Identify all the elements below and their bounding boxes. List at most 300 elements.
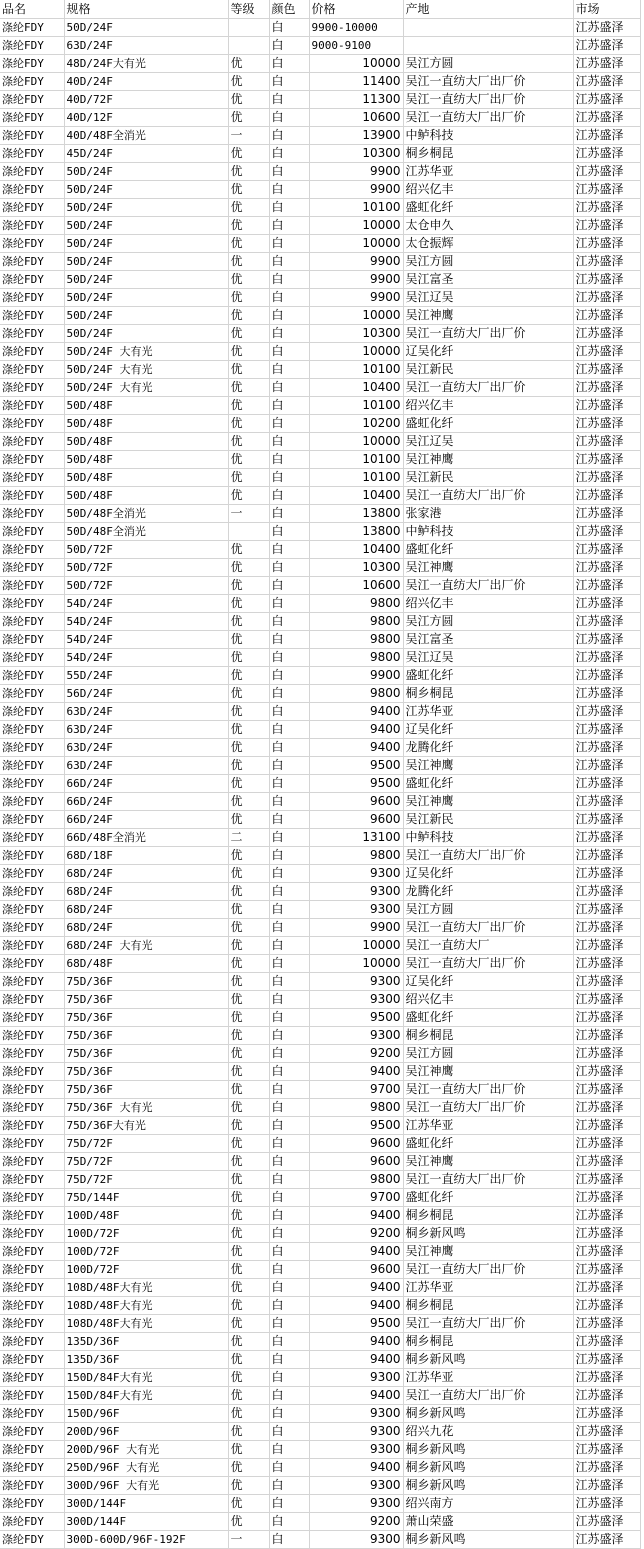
table-body (0, 19, 640, 1549)
cell-price: 9900 (309, 253, 403, 271)
cell-spec: 135D/36F (64, 1333, 228, 1351)
cell-grade (228, 523, 269, 541)
cell-price: 9800 (309, 613, 403, 631)
table-row (0, 685, 640, 703)
cell-origin: 吴江一直纺大厂出厂价 (403, 577, 573, 595)
table-row (0, 1117, 640, 1135)
cell-color: 白 (269, 829, 309, 847)
cell-product: 涤纶FDY (0, 991, 64, 1009)
cell-price: 13800 (309, 523, 403, 541)
cell-color: 白 (269, 919, 309, 937)
cell-market: 江苏盛泽 (573, 811, 640, 829)
table-row (0, 1243, 640, 1261)
cell-product: 涤纶FDY (0, 379, 64, 397)
cell-market: 江苏盛泽 (573, 595, 640, 613)
cell-grade: 优 (228, 559, 269, 577)
cell-market: 江苏盛泽 (573, 415, 640, 433)
table-row (0, 1315, 640, 1333)
cell-spec: 50D/24F (64, 235, 228, 253)
cell-price: 9600 (309, 793, 403, 811)
table-row (0, 595, 640, 613)
cell-spec: 50D/24F (64, 307, 228, 325)
cell-market: 江苏盛泽 (573, 649, 640, 667)
cell-product: 涤纶FDY (0, 1117, 64, 1135)
cell-grade: 优 (228, 577, 269, 595)
cell-origin: 吴江一直纺大厂出厂价 (403, 1081, 573, 1099)
cell-price: 9900 (309, 919, 403, 937)
cell-product: 涤纶FDY (0, 145, 64, 163)
cell-product: 涤纶FDY (0, 829, 64, 847)
cell-spec: 66D/24F (64, 775, 228, 793)
cell-grade: 优 (228, 1117, 269, 1135)
cell-price: 9400 (309, 703, 403, 721)
cell-color: 白 (269, 595, 309, 613)
cell-origin: 吴江一直纺大厂出厂价 (403, 1315, 573, 1333)
cell-spec: 40D/12F (64, 109, 228, 127)
cell-origin: 桐乡新风鸣 (403, 1405, 573, 1423)
table-row (0, 631, 640, 649)
cell-price: 9200 (309, 1045, 403, 1063)
cell-color: 白 (269, 1351, 309, 1369)
table-row (0, 1333, 640, 1351)
cell-market: 江苏盛泽 (573, 703, 640, 721)
cell-grade: 优 (228, 1135, 269, 1153)
cell-grade: 优 (228, 1315, 269, 1333)
cell-origin: 吴江神鹰 (403, 307, 573, 325)
cell-product: 涤纶FDY (0, 1297, 64, 1315)
table-row (0, 1495, 640, 1513)
table-row (0, 667, 640, 685)
cell-origin: 吴江方圆 (403, 901, 573, 919)
cell-price: 10400 (309, 379, 403, 397)
cell-grade: 优 (228, 1207, 269, 1225)
cell-market: 江苏盛泽 (573, 163, 640, 181)
cell-grade: 优 (228, 1009, 269, 1027)
cell-color: 白 (269, 775, 309, 793)
cell-grade: 优 (228, 1495, 269, 1513)
cell-spec: 66D/24F (64, 793, 228, 811)
cell-spec: 100D/48F (64, 1207, 228, 1225)
cell-market: 江苏盛泽 (573, 1513, 640, 1531)
table-row (0, 1009, 640, 1027)
table-row (0, 1081, 640, 1099)
table-row (0, 847, 640, 865)
table-row (0, 73, 640, 91)
cell-color: 白 (269, 379, 309, 397)
table-row (0, 487, 640, 505)
cell-spec: 66D/24F (64, 811, 228, 829)
cell-spec: 50D/48F (64, 487, 228, 505)
cell-origin: 吴江一直纺大厂出厂价 (403, 325, 573, 343)
cell-market: 江苏盛泽 (573, 199, 640, 217)
cell-price: 9400 (309, 1459, 403, 1477)
cell-product: 涤纶FDY (0, 1441, 64, 1459)
cell-price: 9300 (309, 1495, 403, 1513)
cell-market: 江苏盛泽 (573, 1027, 640, 1045)
cell-color: 白 (269, 235, 309, 253)
cell-grade: 优 (228, 937, 269, 955)
cell-market: 江苏盛泽 (573, 181, 640, 199)
cell-product: 涤纶FDY (0, 1513, 64, 1531)
cell-market: 江苏盛泽 (573, 1045, 640, 1063)
cell-spec: 50D/48F全消光 (64, 523, 228, 541)
cell-color: 白 (269, 1333, 309, 1351)
cell-market: 江苏盛泽 (573, 325, 640, 343)
cell-origin: 张家港 (403, 505, 573, 523)
cell-spec: 68D/48F (64, 955, 228, 973)
table-row (0, 955, 640, 973)
cell-market: 江苏盛泽 (573, 1477, 640, 1495)
cell-product: 涤纶FDY (0, 217, 64, 235)
cell-market: 江苏盛泽 (573, 1351, 640, 1369)
cell-grade: 优 (228, 1513, 269, 1531)
cell-grade: 优 (228, 1153, 269, 1171)
cell-market: 江苏盛泽 (573, 883, 640, 901)
cell-spec: 75D/36F 大有光 (64, 1099, 228, 1117)
cell-origin: 桐乡新风鸣 (403, 1477, 573, 1495)
cell-market: 江苏盛泽 (573, 739, 640, 757)
cell-spec: 108D/48F大有光 (64, 1297, 228, 1315)
cell-market: 江苏盛泽 (573, 1279, 640, 1297)
cell-grade: 优 (228, 649, 269, 667)
cell-price: 10600 (309, 577, 403, 595)
cell-color: 白 (269, 577, 309, 595)
cell-color: 白 (269, 1369, 309, 1387)
table-row (0, 1351, 640, 1369)
cell-product: 涤纶FDY (0, 235, 64, 253)
cell-grade: 一 (228, 1531, 269, 1549)
table-row (0, 541, 640, 559)
cell-spec: 250D/96F 大有光 (64, 1459, 228, 1477)
cell-spec: 50D/48F (64, 415, 228, 433)
table-row (0, 55, 640, 73)
cell-price: 9300 (309, 973, 403, 991)
cell-spec: 75D/36F (64, 1063, 228, 1081)
cell-market: 江苏盛泽 (573, 1423, 640, 1441)
cell-origin: 吴江一直纺大厂出厂价 (403, 487, 573, 505)
cell-price: 9300 (309, 901, 403, 919)
cell-market: 江苏盛泽 (573, 289, 640, 307)
cell-grade: 优 (228, 451, 269, 469)
cell-grade: 优 (228, 1099, 269, 1117)
cell-price: 9300 (309, 1027, 403, 1045)
cell-spec: 50D/24F (64, 253, 228, 271)
cell-color: 白 (269, 847, 309, 865)
cell-market: 江苏盛泽 (573, 973, 640, 991)
cell-product: 涤纶FDY (0, 469, 64, 487)
cell-market: 江苏盛泽 (573, 523, 640, 541)
cell-product: 涤纶FDY (0, 397, 64, 415)
cell-spec: 108D/48F大有光 (64, 1279, 228, 1297)
cell-origin: 江苏华亚 (403, 1369, 573, 1387)
cell-color: 白 (269, 253, 309, 271)
table-row (0, 1207, 640, 1225)
cell-price: 10000 (309, 343, 403, 361)
cell-spec: 50D/72F (64, 559, 228, 577)
cell-market: 江苏盛泽 (573, 541, 640, 559)
cell-color: 白 (269, 397, 309, 415)
header-market: 市场 (573, 0, 640, 19)
cell-spec: 150D/84F大有光 (64, 1387, 228, 1405)
cell-color: 白 (269, 1135, 309, 1153)
cell-product: 涤纶FDY (0, 811, 64, 829)
cell-spec: 75D/36F大有光 (64, 1117, 228, 1135)
cell-price: 9900 (309, 289, 403, 307)
cell-grade: 优 (228, 397, 269, 415)
cell-origin: 桐乡新风鸣 (403, 1459, 573, 1477)
cell-product: 涤纶FDY (0, 1189, 64, 1207)
cell-market: 江苏盛泽 (573, 397, 640, 415)
table-row (0, 1477, 640, 1495)
cell-market: 江苏盛泽 (573, 1333, 640, 1351)
cell-spec: 63D/24F (64, 703, 228, 721)
cell-market: 江苏盛泽 (573, 145, 640, 163)
cell-origin: 吴江方圆 (403, 1045, 573, 1063)
cell-color: 白 (269, 1315, 309, 1333)
cell-price: 9700 (309, 1189, 403, 1207)
cell-color: 白 (269, 1279, 309, 1297)
table-row (0, 1189, 640, 1207)
cell-color: 白 (269, 721, 309, 739)
cell-product: 涤纶FDY (0, 1225, 64, 1243)
cell-origin: 桐乡桐昆 (403, 685, 573, 703)
cell-color: 白 (269, 739, 309, 757)
cell-spec: 50D/24F 大有光 (64, 379, 228, 397)
cell-color: 白 (269, 1423, 309, 1441)
table-row (0, 433, 640, 451)
cell-spec: 300D/144F (64, 1513, 228, 1531)
cell-price: 9400 (309, 721, 403, 739)
cell-grade: 优 (228, 793, 269, 811)
table-row (0, 289, 640, 307)
cell-product: 涤纶FDY (0, 919, 64, 937)
cell-market: 江苏盛泽 (573, 757, 640, 775)
cell-grade: 优 (228, 289, 269, 307)
cell-origin: 吴江富圣 (403, 631, 573, 649)
cell-color: 白 (269, 1405, 309, 1423)
cell-market: 江苏盛泽 (573, 1189, 640, 1207)
cell-spec: 48D/24F大有光 (64, 55, 228, 73)
cell-color: 白 (269, 1531, 309, 1549)
cell-color: 白 (269, 1261, 309, 1279)
cell-color: 白 (269, 793, 309, 811)
cell-origin: 江苏华亚 (403, 1117, 573, 1135)
cell-color: 白 (269, 883, 309, 901)
cell-price: 10400 (309, 541, 403, 559)
cell-origin: 吴江一直纺大厂出厂价 (403, 379, 573, 397)
cell-origin: 吴江一直纺大厂出厂价 (403, 73, 573, 91)
cell-color: 白 (269, 757, 309, 775)
table-row (0, 181, 640, 199)
cell-price: 9500 (309, 757, 403, 775)
cell-origin: 吴江一直纺大厂出厂价 (403, 91, 573, 109)
cell-color: 白 (269, 1225, 309, 1243)
cell-product: 涤纶FDY (0, 271, 64, 289)
cell-origin: 盛虹化纤 (403, 1135, 573, 1153)
cell-grade: 优 (228, 163, 269, 181)
cell-color: 白 (269, 307, 309, 325)
table-row (0, 109, 640, 127)
cell-spec: 100D/72F (64, 1225, 228, 1243)
cell-market: 江苏盛泽 (573, 217, 640, 235)
cell-color: 白 (269, 1513, 309, 1531)
cell-price: 9500 (309, 1315, 403, 1333)
cell-spec: 63D/24F (64, 739, 228, 757)
cell-product: 涤纶FDY (0, 1045, 64, 1063)
table-row (0, 973, 640, 991)
table-row (0, 1423, 640, 1441)
cell-price: 10400 (309, 487, 403, 505)
cell-market: 江苏盛泽 (573, 1315, 640, 1333)
cell-grade: 优 (228, 595, 269, 613)
header-product: 品名 (0, 0, 64, 19)
cell-market: 江苏盛泽 (573, 91, 640, 109)
cell-grade: 优 (228, 1225, 269, 1243)
cell-color: 白 (269, 631, 309, 649)
cell-price: 9800 (309, 631, 403, 649)
cell-market: 江苏盛泽 (573, 991, 640, 1009)
cell-market: 江苏盛泽 (573, 793, 640, 811)
cell-spec: 50D/48F (64, 451, 228, 469)
cell-product: 涤纶FDY (0, 505, 64, 523)
cell-color: 白 (269, 1495, 309, 1513)
cell-grade: 优 (228, 775, 269, 793)
table-row (0, 361, 640, 379)
cell-grade: 优 (228, 613, 269, 631)
cell-product: 涤纶FDY (0, 1009, 64, 1027)
cell-grade: 优 (228, 55, 269, 73)
table-row (0, 883, 640, 901)
cell-color: 白 (269, 271, 309, 289)
cell-origin: 吴江神鹰 (403, 1243, 573, 1261)
cell-product: 涤纶FDY (0, 1315, 64, 1333)
cell-price: 9400 (309, 1351, 403, 1369)
cell-origin: 辽吴化纤 (403, 343, 573, 361)
cell-origin: 龙腾化纤 (403, 739, 573, 757)
cell-color: 白 (269, 37, 309, 55)
cell-product: 涤纶FDY (0, 1171, 64, 1189)
cell-grade: 优 (228, 757, 269, 775)
cell-grade: 优 (228, 1459, 269, 1477)
cell-spec: 300D-600D/96F-192F (64, 1531, 228, 1549)
cell-origin (403, 19, 573, 37)
cell-grade: 优 (228, 1027, 269, 1045)
cell-market: 江苏盛泽 (573, 1495, 640, 1513)
table-row (0, 577, 640, 595)
table-row (0, 1441, 640, 1459)
cell-price: 9600 (309, 1135, 403, 1153)
cell-grade: 优 (228, 181, 269, 199)
cell-color: 白 (269, 937, 309, 955)
cell-market: 江苏盛泽 (573, 721, 640, 739)
table-row (0, 901, 640, 919)
cell-origin: 吴江新民 (403, 811, 573, 829)
cell-color: 白 (269, 541, 309, 559)
cell-grade: 优 (228, 1081, 269, 1099)
cell-color: 白 (269, 1459, 309, 1477)
cell-market: 江苏盛泽 (573, 667, 640, 685)
cell-product: 涤纶FDY (0, 1207, 64, 1225)
cell-grade: 优 (228, 991, 269, 1009)
cell-color: 白 (269, 1009, 309, 1027)
cell-color: 白 (269, 325, 309, 343)
cell-color: 白 (269, 901, 309, 919)
cell-origin: 吴江神鹰 (403, 793, 573, 811)
cell-spec: 50D/24F (64, 199, 228, 217)
cell-spec: 63D/24F (64, 37, 228, 55)
cell-price: 9400 (309, 1243, 403, 1261)
header-grade: 等级 (228, 0, 269, 19)
cell-product: 涤纶FDY (0, 721, 64, 739)
cell-grade: 优 (228, 1369, 269, 1387)
cell-price: 9300 (309, 1423, 403, 1441)
cell-market: 江苏盛泽 (573, 1531, 640, 1549)
table-row (0, 145, 640, 163)
cell-spec: 75D/36F (64, 1027, 228, 1045)
cell-spec: 50D/48F (64, 433, 228, 451)
table-row (0, 1369, 640, 1387)
cell-color: 白 (269, 703, 309, 721)
cell-price: 9200 (309, 1225, 403, 1243)
cell-origin: 绍兴南方 (403, 1495, 573, 1513)
cell-price: 9500 (309, 1009, 403, 1027)
cell-color: 白 (269, 487, 309, 505)
cell-grade: 优 (228, 1405, 269, 1423)
cell-color: 白 (269, 451, 309, 469)
cell-spec: 68D/18F (64, 847, 228, 865)
cell-grade: 优 (228, 199, 269, 217)
cell-grade: 优 (228, 109, 269, 127)
cell-market: 江苏盛泽 (573, 37, 640, 55)
cell-price: 10200 (309, 415, 403, 433)
cell-spec: 45D/24F (64, 145, 228, 163)
cell-price: 10000 (309, 55, 403, 73)
cell-origin: 绍兴九花 (403, 1423, 573, 1441)
cell-spec: 50D/24F (64, 19, 228, 37)
cell-price: 13800 (309, 505, 403, 523)
cell-price: 9300 (309, 865, 403, 883)
cell-origin: 吴江新民 (403, 361, 573, 379)
cell-origin: 吴江一直纺大厂出厂价 (403, 1387, 573, 1405)
cell-product: 涤纶FDY (0, 847, 64, 865)
cell-color: 白 (269, 289, 309, 307)
cell-price: 9800 (309, 649, 403, 667)
cell-price: 9300 (309, 1477, 403, 1495)
table-row (0, 379, 640, 397)
cell-color: 白 (269, 1153, 309, 1171)
cell-grade: 优 (228, 1171, 269, 1189)
cell-spec: 68D/24F 大有光 (64, 937, 228, 955)
cell-spec: 75D/72F (64, 1171, 228, 1189)
cell-price: 9300 (309, 1441, 403, 1459)
cell-spec: 75D/72F (64, 1135, 228, 1153)
cell-product: 涤纶FDY (0, 955, 64, 973)
cell-grade: 优 (228, 217, 269, 235)
table-row (0, 217, 640, 235)
cell-color: 白 (269, 469, 309, 487)
cell-spec: 50D/24F 大有光 (64, 361, 228, 379)
cell-origin: 吴江方圆 (403, 613, 573, 631)
table-row (0, 721, 640, 739)
cell-market: 江苏盛泽 (573, 1297, 640, 1315)
cell-spec: 54D/24F (64, 595, 228, 613)
cell-product: 涤纶FDY (0, 307, 64, 325)
cell-color: 白 (269, 1063, 309, 1081)
table-row (0, 307, 640, 325)
cell-grade: 优 (228, 145, 269, 163)
cell-product: 涤纶FDY (0, 865, 64, 883)
cell-grade: 一 (228, 505, 269, 523)
